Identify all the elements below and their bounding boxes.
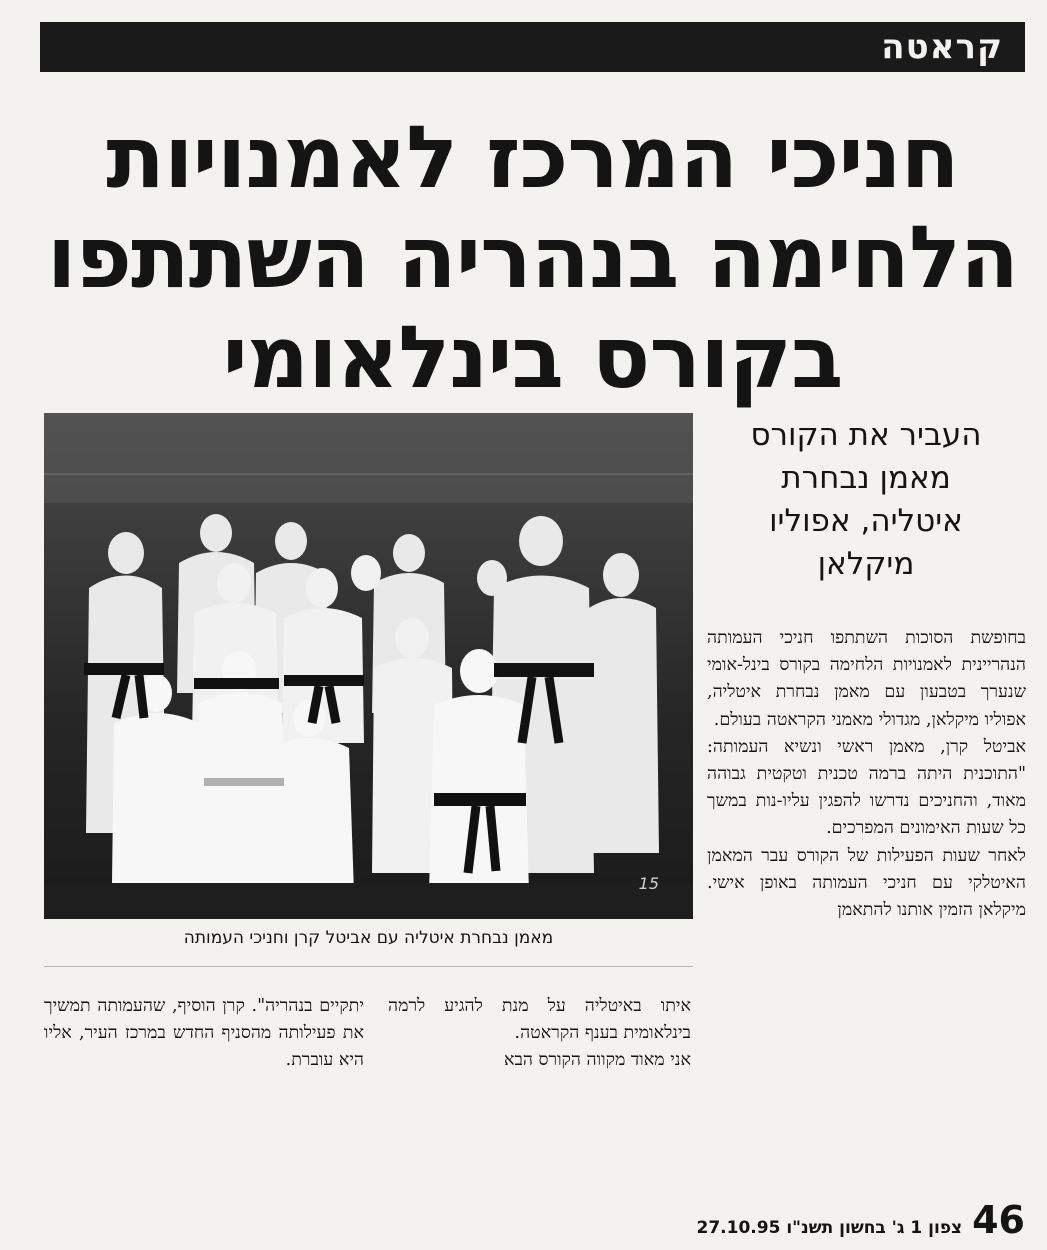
paragraph-2: אביטל קרן, מאמן ראשי ונשיא העמותה: "התוכנית היתה ברמה טכנית וטקטית גבוהה מאוד, והחניכים נדרשו להפגין עליו-נות במשך כל שעות האימונים המפרכים. xyxy=(707,736,1026,839)
subhead-line-1: העביר את הקורס xyxy=(750,417,982,453)
group-photo xyxy=(44,413,693,919)
divider-line xyxy=(44,966,693,967)
headline xyxy=(40,108,1025,408)
article-column-right xyxy=(707,625,1026,924)
photo-caption: מאמן נבחרת איטליה עם אביטל קרן וחניכי העמותה xyxy=(183,928,554,948)
page-footer xyxy=(697,1198,1025,1242)
page-number: 46 xyxy=(972,1198,1025,1242)
subhead-line-2: מאמן נבחרת xyxy=(781,460,951,496)
section-label: קראטה xyxy=(881,27,1003,67)
paragraph-4: איתו באיטליה על מנת להגיע לרמה בינלאומית בענף הקראטה. xyxy=(388,996,691,1044)
headline-line-2: הלחימה בנהריה השתתפו xyxy=(46,208,1019,308)
subheadline xyxy=(706,414,1026,586)
paragraph-1: בחופשת הסוכות השתתפו חניכי העמותה הנהריינית לאמנויות הלחימה בקורס בינל-אומי שנערך בטבעון עם מאמן נבחרת איטליה, אפוליו מיקלאן, מגדולי מאמני הקראטה בעולם. xyxy=(707,628,1026,730)
photo-corner-mark: 15 xyxy=(638,874,659,893)
headline-line-1: חניכי המרכז לאמנויות xyxy=(106,108,959,208)
section-banner xyxy=(40,22,1025,72)
paragraph-5: אני מאוד מקווה הקורס הבא xyxy=(503,1050,691,1071)
subhead-line-4: מיקלאן xyxy=(817,546,915,582)
article-column-left xyxy=(44,993,364,1075)
issue-info: צפון 1 ג' בחשון תשנ"ו 27.10.95 xyxy=(696,1218,963,1238)
karate-group-photo-illustration xyxy=(44,413,693,919)
headline-line-3: בקורס בינלאומי xyxy=(222,308,843,408)
paragraph-3: לאחר שעות הפעילות של הקורס עבר המאמן האיטלקי עם חניכי העמותה באופן אישי. מיקלאן הזמין אותנו להתאמן xyxy=(707,845,1026,921)
paragraph-6: יתקיים בנהריה". קרן הוסיף, שהעמותה תמשיך את פעילותה מהסניף החדש במרכז העיר, אליו היא עוברת. xyxy=(44,996,364,1071)
subhead-line-3: איטליה, אפוליו xyxy=(769,503,963,539)
article-column-middle xyxy=(388,993,691,1075)
